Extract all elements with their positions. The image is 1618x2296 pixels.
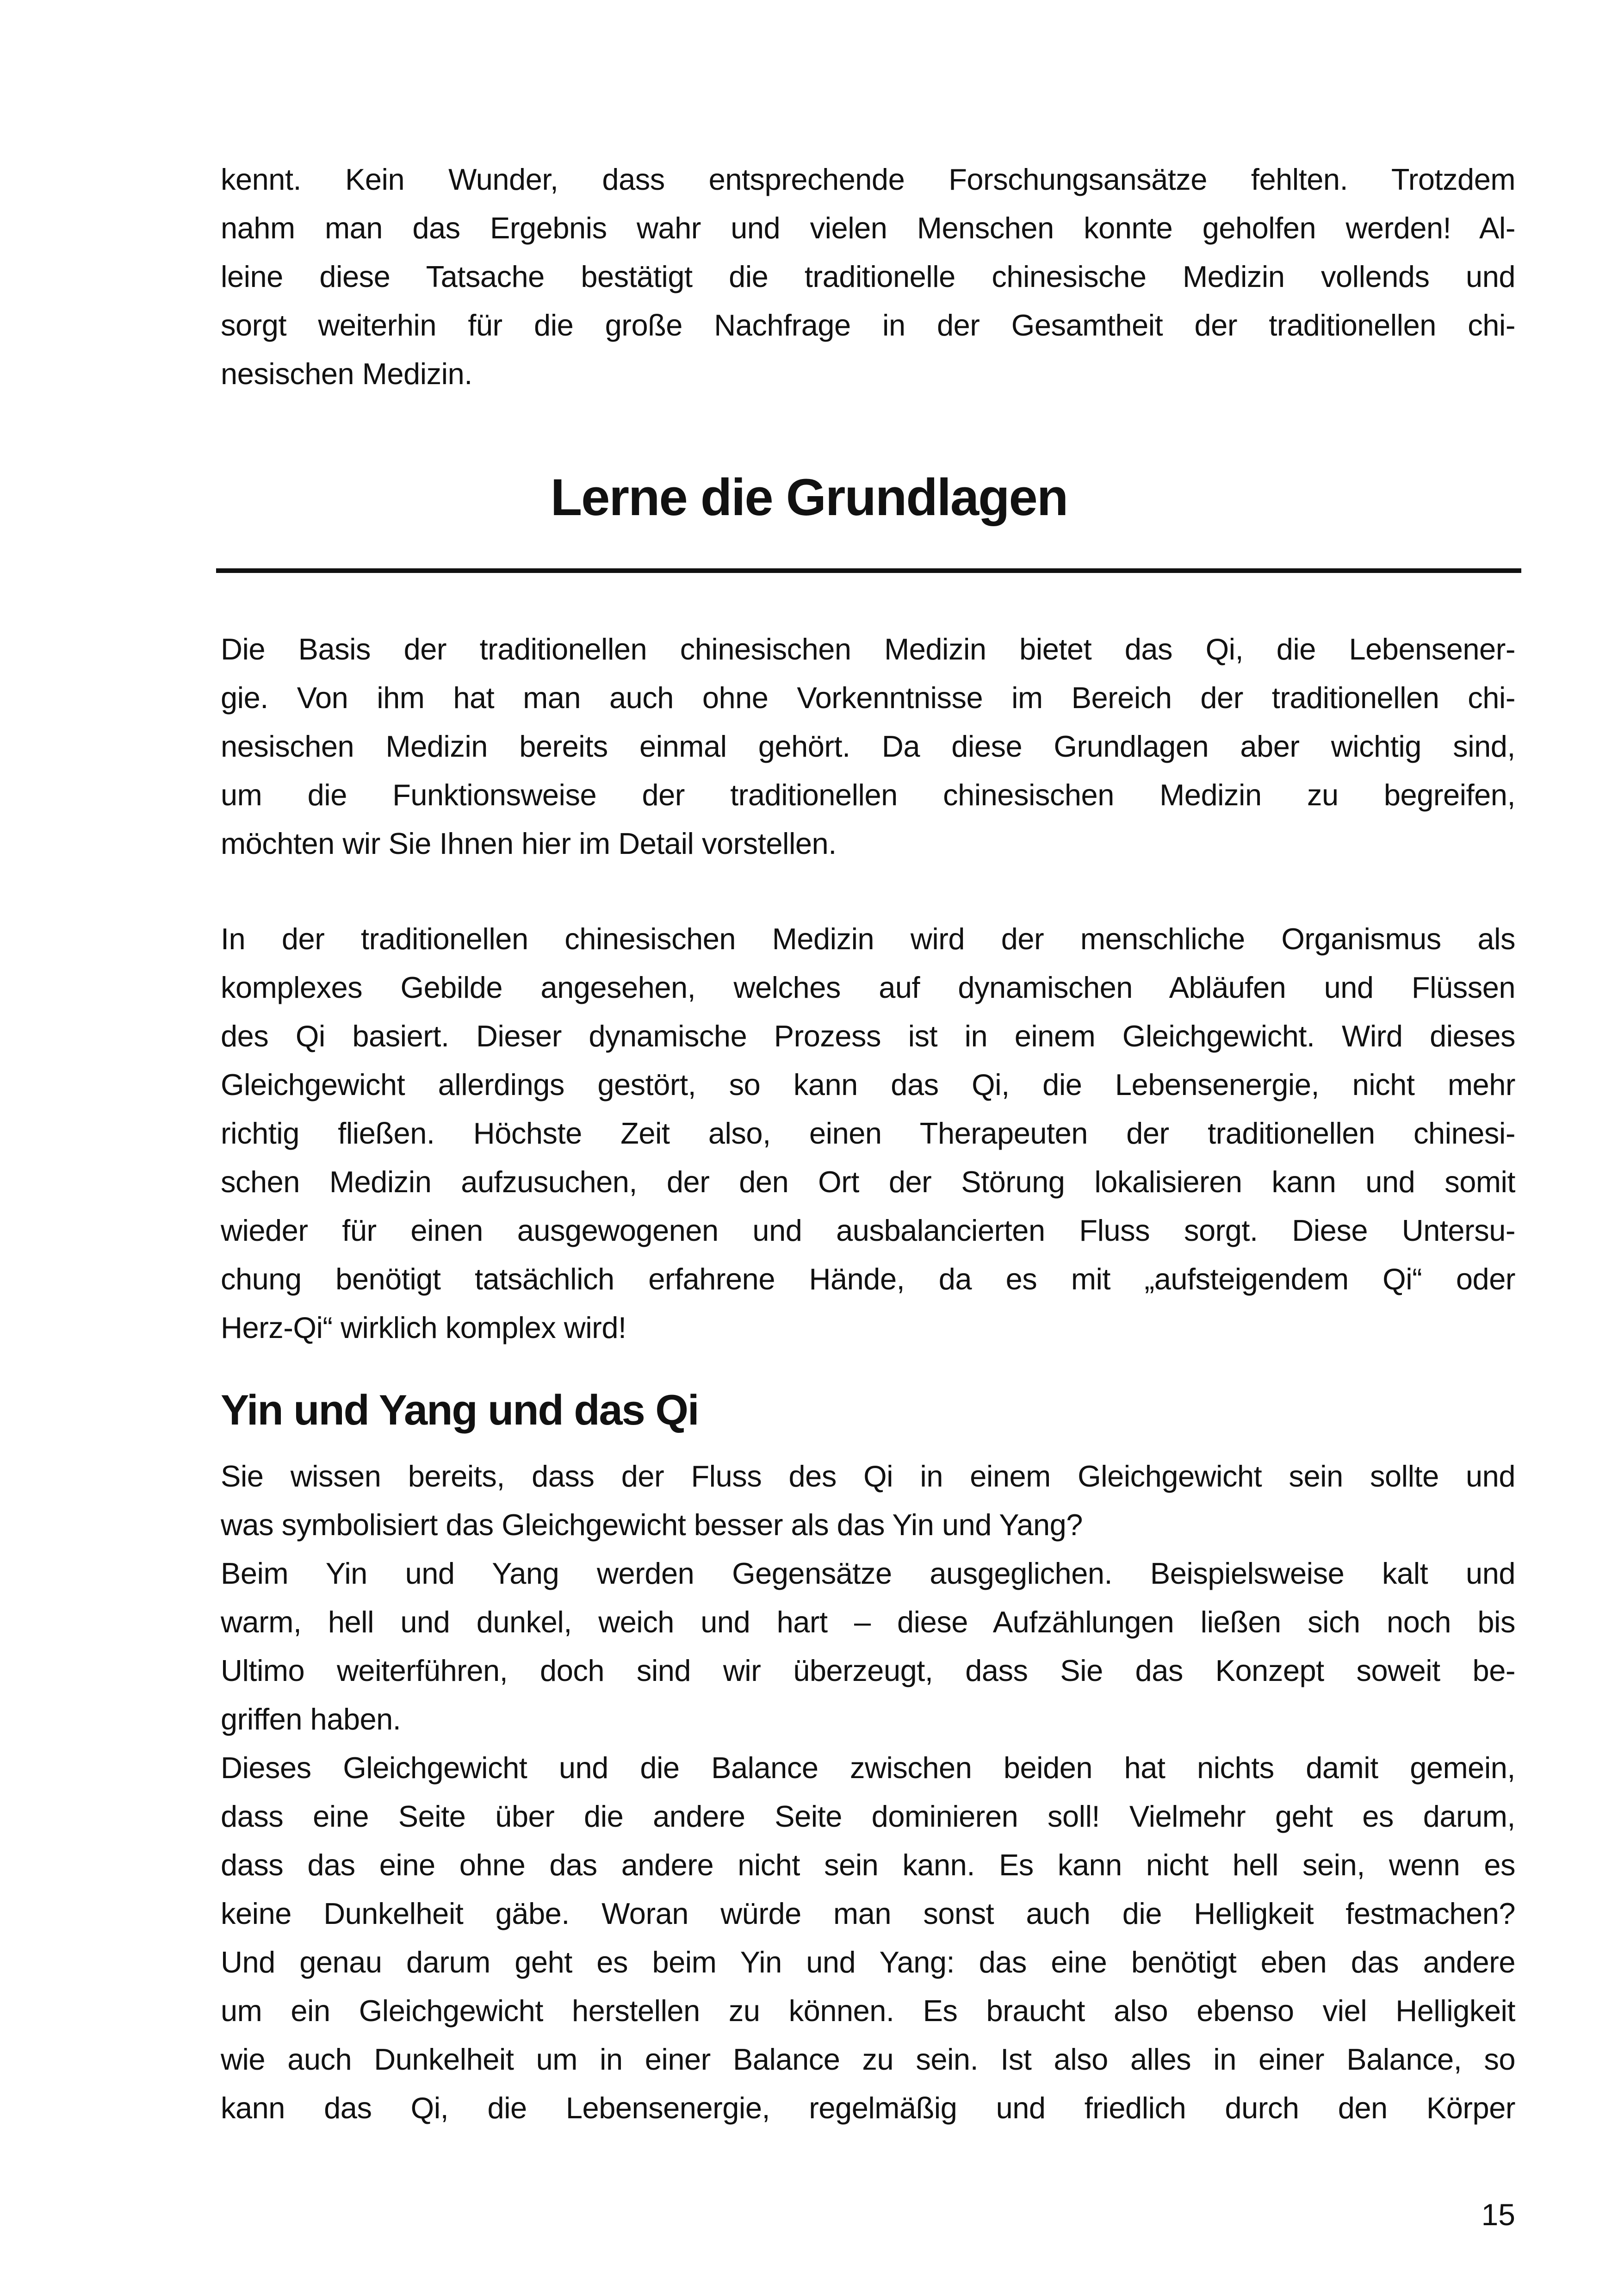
text-line: Beim Yin und Yang werden Gegensätze ausgeglichen. Beispielsweise kalt und bbox=[221, 1556, 1515, 1590]
text-line: wie auch Dunkelheit um in einer Balance zu sein. Ist also alles in einer Balance, so bbox=[221, 2042, 1515, 2076]
paragraph-6 bbox=[221, 1743, 1515, 2132]
text-line: Gleichgewicht allerdings gestört, so kann das Qi, die Lebensenergie, nicht mehr bbox=[221, 1068, 1515, 1101]
text-line: sorgt weiterhin für die große Nachfrage in der Gesamtheit der traditionellen chi- bbox=[221, 308, 1515, 342]
text-line: schen Medizin aufzusuchen, der den Ort der Störung lokalisieren kann und somit bbox=[221, 1165, 1515, 1199]
paragraph-5 bbox=[221, 1549, 1515, 1743]
text-line: Die Basis der traditionellen chinesischen Medizin bietet das Qi, die Lebensener- bbox=[221, 632, 1515, 666]
text-line: kann das Qi, die Lebensenergie, regelmäßig und friedlich durch den Körper bbox=[221, 2091, 1515, 2125]
section-heading: Lerne die Grundlagen bbox=[550, 468, 1068, 526]
text-line: Ultimo weiterführen, doch sind wir überzeugt, dass Sie das Konzept soweit be- bbox=[221, 1654, 1515, 1687]
text-line: keine Dunkelheit gäbe. Woran würde man sonst auch die Helligkeit festmachen? bbox=[221, 1897, 1515, 1930]
paragraph-3 bbox=[221, 915, 1515, 1352]
text-line: chung benötigt tatsächlich erfahrene Hände, da es mit „aufsteigendem Qi“ oder bbox=[221, 1262, 1515, 1296]
text-line: gie. Von ihm hat man auch ohne Vorkenntnisse im Bereich der traditionellen chi- bbox=[221, 681, 1515, 715]
heading-divider bbox=[216, 568, 1521, 573]
text-line: Sie wissen bereits, dass der Fluss des Qi in einem Gleichgewicht sein sollte und bbox=[221, 1459, 1515, 1493]
text-line: Dieses Gleichgewicht und die Balance zwischen beiden hat nichts damit gemein, bbox=[221, 1751, 1515, 1785]
text-line: kennt. Kein Wunder, dass entsprechende Forschungsansätze fehlten. Trotzdem bbox=[221, 162, 1515, 196]
text-line: des Qi basiert. Dieser dynamische Prozess ist in einem Gleichgewicht. Wird dieses bbox=[221, 1019, 1515, 1053]
text-line: Herz-Qi“ wirklich komplex wird! bbox=[221, 1311, 626, 1344]
text-line: nahm man das Ergebnis wahr und vielen Menschen konnte geholfen werden! Al- bbox=[221, 211, 1515, 245]
paragraph-2 bbox=[221, 625, 1515, 868]
text-line: dass das eine ohne das andere nicht sein kann. Es kann nicht hell sein, wenn es bbox=[221, 1848, 1515, 1882]
text-line: leine diese Tatsache bestätigt die traditionelle chinesische Medizin vollends und bbox=[221, 260, 1515, 293]
page-number: 15 bbox=[1481, 2197, 1515, 2232]
text-line: warm, hell und dunkel, weich und hart – diese Aufzählungen ließen sich noch bis bbox=[221, 1605, 1515, 1639]
subsection-heading: Yin und Yang und das Qi bbox=[221, 1387, 699, 1434]
text-line: griffen haben. bbox=[221, 1702, 401, 1736]
text-line: um die Funktionsweise der traditionellen chinesischen Medizin zu begreifen, bbox=[221, 778, 1515, 812]
text-line: komplexes Gebilde angesehen, welches auf dynamischen Abläufen und Flüssen bbox=[221, 971, 1515, 1004]
text-line: was symbolisiert das Gleichgewicht besser als das Yin und Yang? bbox=[221, 1508, 1083, 1542]
text-line: nesischen Medizin bereits einmal gehört. Da diese Grundlagen aber wichtig sind, bbox=[221, 729, 1515, 763]
text-line: In der traditionellen chinesischen Medizin wird der menschliche Organismus als bbox=[221, 922, 1515, 956]
text-line: um ein Gleichgewicht herstellen zu können. Es braucht also ebenso viel Helligkeit bbox=[221, 1994, 1515, 2028]
text-line: nesischen Medizin. bbox=[221, 357, 472, 391]
text-line: möchten wir Sie Ihnen hier im Detail vorstellen. bbox=[221, 827, 837, 860]
paragraph-4 bbox=[221, 1452, 1515, 1549]
text-line: richtig fließen. Höchste Zeit also, einen Therapeuten der traditionellen chinesi- bbox=[221, 1116, 1515, 1150]
text-line: dass eine Seite über die andere Seite dominieren soll! Vielmehr geht es darum, bbox=[221, 1799, 1515, 1833]
text-line: wieder für einen ausgewogenen und ausbalancierten Fluss sorgt. Diese Untersu- bbox=[221, 1213, 1515, 1247]
paragraph-1 bbox=[221, 155, 1515, 398]
text-line: Und genau darum geht es beim Yin und Yang: das eine benötigt eben das andere bbox=[221, 1945, 1515, 1979]
